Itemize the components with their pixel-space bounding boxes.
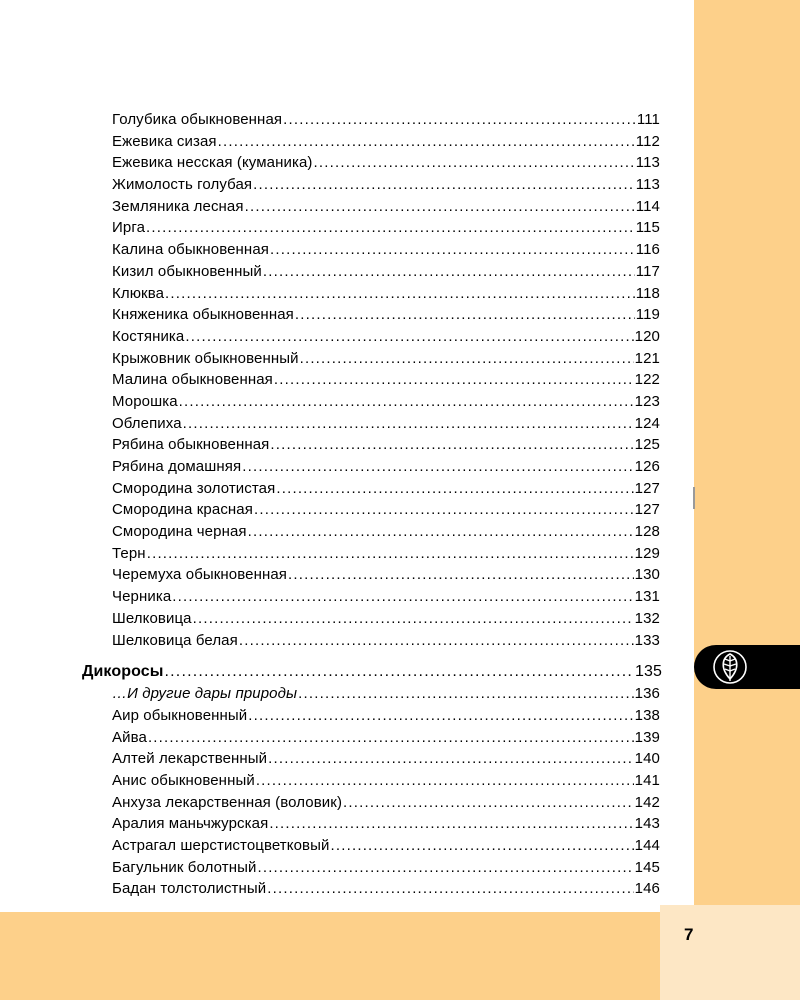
leader-dots: [276, 480, 633, 497]
leader-dots: [248, 523, 634, 540]
page-number-box: [660, 905, 800, 1000]
toc-entry[interactable]: [0, 133, 660, 155]
leader-dots: [165, 663, 634, 681]
toc-entry-title: Ирга: [112, 219, 146, 237]
toc-entry-title: Крыжовник обыкновенный: [112, 349, 299, 367]
toc-entry-page: 133: [634, 631, 660, 649]
toc-entry-page: 124: [634, 414, 660, 432]
toc-entry[interactable]: [0, 729, 660, 751]
leader-dots: [147, 545, 634, 562]
toc-entry-title: Айва: [112, 728, 147, 746]
toc-entry[interactable]: [0, 632, 660, 654]
toc-entry-title: Рябина домашняя: [112, 458, 242, 475]
leader-dots: [269, 815, 633, 832]
toc-entry-title: Шелковица белая: [112, 631, 238, 649]
toc-entry[interactable]: [0, 219, 660, 241]
leader-dots: [245, 198, 635, 215]
toc-entry-title: Жимолость голубая: [112, 176, 253, 194]
toc-entry-page: 126: [634, 458, 660, 475]
toc-entry-title: Черемуха обыкновенная: [112, 566, 288, 584]
leader-dots: [343, 794, 634, 811]
toc-entry-page: 135: [635, 663, 662, 681]
toc-entry-page: 123: [634, 392, 660, 410]
toc-entry[interactable]: [0, 685, 660, 707]
leaf-icon: [712, 649, 748, 685]
toc-entry-page: 116: [635, 241, 660, 259]
toc-entry-title: Рябина обыкновенная: [112, 436, 270, 454]
toc-entry-title: …И другие дары природы: [112, 685, 298, 703]
leader-dots: [298, 685, 634, 702]
toc-entry-page: 119: [635, 306, 660, 324]
leader-dots: [267, 880, 633, 897]
toc-entry-title: Дикоросы: [82, 663, 164, 681]
toc-entry-title: Ежевика несская (куманика): [112, 154, 313, 172]
leader-dots: [263, 263, 635, 280]
leader-dots: [193, 610, 634, 627]
toc-entry-page: 130: [634, 566, 660, 584]
toc-entry[interactable]: [0, 436, 660, 458]
toc-entry-page: 120: [634, 327, 660, 345]
toc-entry-title: Анис обыкновенный: [112, 771, 255, 789]
leader-dots: [314, 154, 635, 171]
toc-entry-page: 113: [635, 154, 660, 172]
toc-entry-title: Терн: [112, 544, 146, 562]
toc-entry-title: Черника: [112, 588, 172, 606]
leader-dots: [148, 729, 634, 746]
toc-entry-page: 143: [634, 815, 660, 833]
toc-entry[interactable]: [0, 501, 660, 523]
leader-dots: [172, 588, 633, 605]
toc-entry[interactable]: [0, 610, 660, 632]
toc-entry-title: Бадан толстолистный: [112, 880, 267, 898]
leader-dots: [185, 328, 633, 345]
toc-entry-page: 141: [634, 771, 660, 789]
toc-entry[interactable]: [0, 750, 660, 772]
toc-entry[interactable]: [0, 772, 660, 794]
leader-dots: [300, 350, 634, 367]
toc-entry[interactable]: [0, 306, 660, 328]
toc-entry-title: Алтей лекарственный: [112, 750, 268, 768]
leader-dots: [274, 371, 634, 388]
leader-dots: [179, 393, 634, 410]
toc-entry-title: Кизил обыкновенный: [112, 262, 262, 280]
toc-entry[interactable]: [0, 523, 660, 545]
toc-entry-title: Багульник болотный: [112, 858, 257, 876]
leader-dots: [257, 859, 633, 876]
toc-entry[interactable]: [0, 241, 660, 263]
toc-entry-title: Смородина красная: [112, 501, 253, 519]
toc-entry-page: 139: [634, 728, 660, 746]
toc-entry-page: 117: [635, 262, 660, 280]
toc-entry[interactable]: [0, 415, 660, 437]
toc-entry-page: 131: [634, 588, 660, 606]
toc-entry[interactable]: [0, 588, 660, 610]
toc-entry-title: Облепиха: [112, 414, 182, 432]
leader-dots: [256, 772, 634, 789]
table-of-contents: [0, 111, 700, 902]
toc-entry-page: 122: [634, 371, 660, 389]
toc-entry[interactable]: [0, 350, 660, 372]
leader-dots: [248, 707, 633, 724]
toc-entry-title: Аралия маньчжурская: [112, 815, 269, 833]
toc-entry[interactable]: [0, 566, 660, 588]
toc-entry[interactable]: [0, 458, 660, 480]
page-number: 7: [684, 925, 694, 944]
toc-entry-title: Ежевика сизая: [112, 132, 217, 150]
toc-entry-page: 140: [634, 750, 660, 768]
leader-dots: [268, 750, 634, 767]
toc-entry-title: Княженика обыкновенная: [112, 306, 294, 324]
toc-entry-title: Морошка: [112, 392, 178, 410]
toc-entry[interactable]: [0, 480, 660, 502]
toc-entry[interactable]: [0, 393, 660, 415]
toc-entry-title: Шелковица: [112, 609, 192, 627]
leader-dots: [330, 837, 633, 854]
toc-entry[interactable]: [0, 371, 660, 393]
toc-entry-page: 138: [634, 706, 660, 724]
toc-section[interactable]: [0, 663, 662, 685]
toc-entry-title: Малина обыкновенная: [112, 371, 273, 389]
toc-entry-title: Клюква: [112, 284, 165, 302]
toc-entry-title: Астрагал шерстистоцветковый: [112, 837, 330, 854]
leader-dots: [295, 306, 635, 323]
leader-dots: [183, 415, 634, 432]
toc-entry-page: 128: [634, 523, 660, 541]
leader-dots: [283, 111, 636, 128]
leader-dots: [242, 458, 633, 475]
toc-entry-title: Калина обыкновенная: [112, 241, 269, 259]
toc-entry[interactable]: [0, 328, 660, 350]
toc-entry-page: 125: [634, 436, 660, 454]
toc-entry[interactable]: [0, 154, 660, 176]
toc-entry-page: 132: [634, 609, 660, 627]
leader-dots: [165, 285, 635, 302]
toc-entry-title: Костяника: [112, 327, 185, 345]
toc-entry-page: 144: [634, 837, 660, 854]
toc-entry-page: 118: [635, 284, 660, 302]
toc-entry-page: 127: [634, 501, 660, 519]
toc-entry-page: 115: [635, 219, 660, 237]
toc-entry-title: Аир обыкновенный: [112, 706, 248, 724]
leader-dots: [288, 566, 634, 583]
leader-dots: [254, 501, 634, 518]
toc-entry-title: Смородина золотистая: [112, 479, 276, 497]
toc-entry[interactable]: [0, 707, 660, 729]
toc-entry-title: Смородина черная: [112, 523, 247, 541]
side-color-strip: [694, 0, 800, 1000]
toc-entry[interactable]: [0, 880, 660, 902]
toc-entry-page: 114: [635, 197, 660, 215]
toc-entry[interactable]: [0, 545, 660, 567]
toc-entry-page: 111: [636, 111, 660, 128]
toc-entry-page: 129: [634, 544, 660, 562]
toc-entry-page: 127: [634, 479, 660, 497]
toc-entry-page: 142: [634, 793, 660, 811]
leader-dots: [146, 219, 635, 236]
toc-entry-page: 121: [634, 349, 660, 367]
leader-dots: [270, 436, 633, 453]
leader-dots: [270, 241, 635, 258]
toc-entry-page: 146: [634, 880, 660, 898]
leader-dots: [253, 176, 635, 193]
toc-entry[interactable]: [0, 285, 660, 307]
toc-entry[interactable]: [0, 794, 660, 816]
toc-entry-title: Голубика обыкновенная: [112, 111, 283, 128]
toc-entry[interactable]: [0, 198, 660, 220]
toc-entry-page: 136: [634, 685, 660, 703]
toc-entry[interactable]: [0, 859, 660, 881]
leader-dots: [218, 133, 635, 150]
toc-entry-page: 112: [635, 132, 660, 150]
leader-dots: [239, 632, 634, 649]
toc-entry[interactable]: [0, 837, 660, 859]
toc-entry-page: 113: [635, 176, 660, 194]
toc-entry-page: 145: [634, 858, 660, 876]
toc-entry[interactable]: [0, 111, 660, 133]
toc-entry[interactable]: [0, 815, 660, 837]
toc-entry[interactable]: [0, 263, 660, 285]
toc-entry-title: Анхуза лекарственная (воловик): [112, 793, 343, 811]
toc-entry[interactable]: [0, 176, 660, 198]
toc-entry-title: Земляника лесная: [112, 197, 244, 215]
